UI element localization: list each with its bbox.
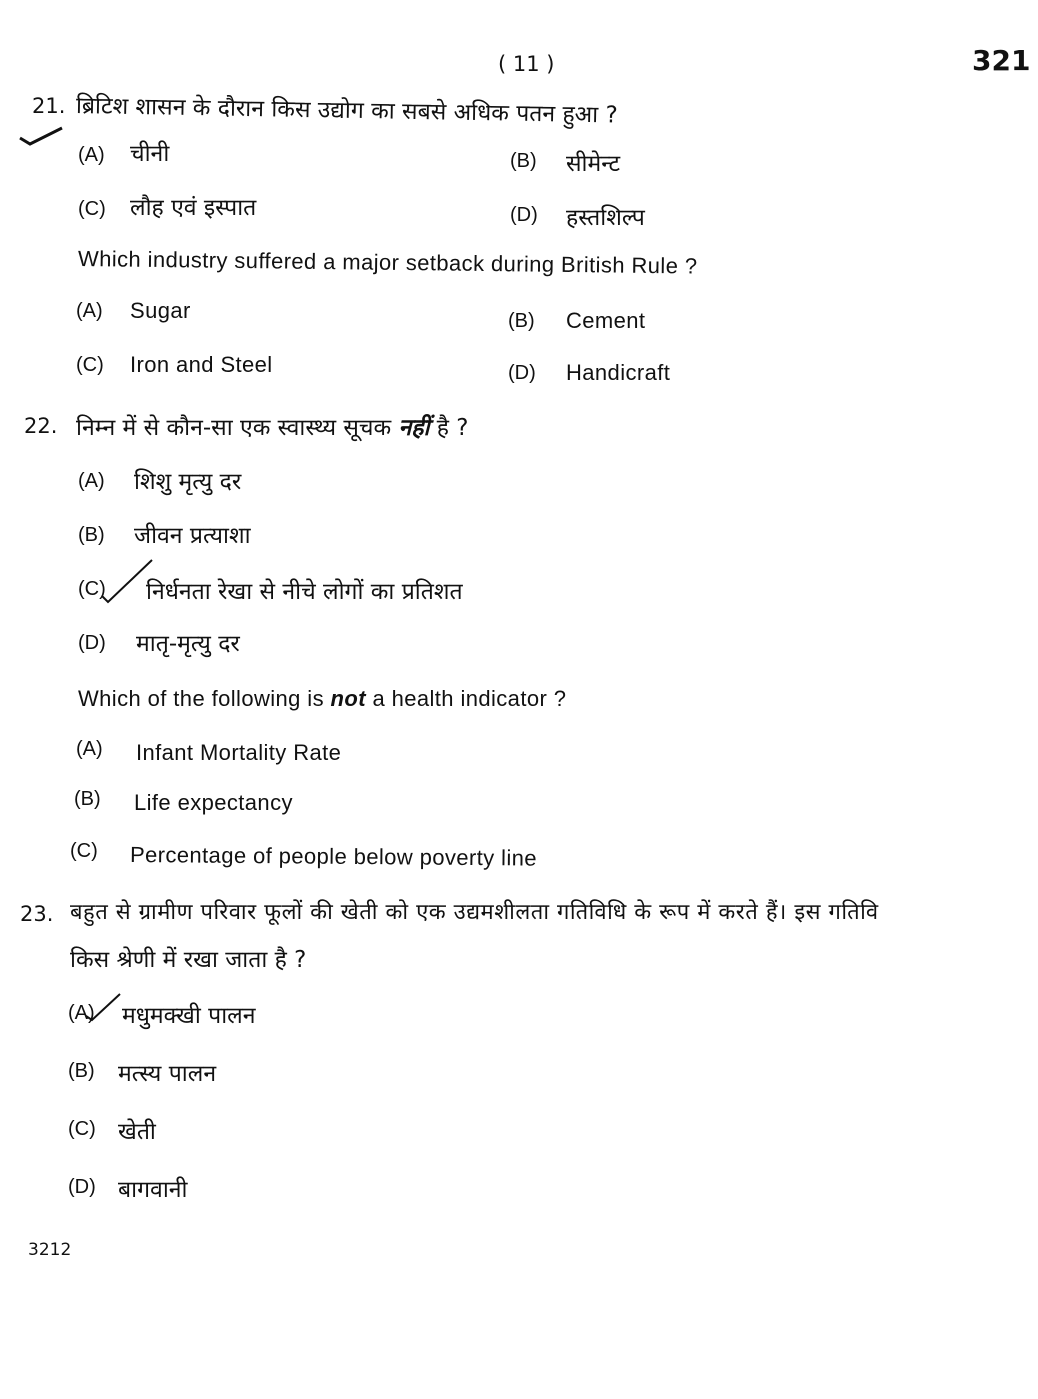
question-21-hindi: ब्रिटिश शासन के दौरान किस उद्योग का सबसे अधिक पतन हुआ ? [75, 93, 618, 129]
q22-en-post: a health indicator ? [372, 686, 567, 711]
q22-hi-option-b-label: (B) [78, 524, 105, 546]
q21-hi-option-c: लौह एवं इस्पात [130, 195, 257, 221]
q22-hi-option-c-label: (C) [78, 578, 106, 600]
q23-hi-option-b: मत्स्य पालन [118, 1061, 217, 1087]
checkmark-icon [84, 992, 124, 1022]
q21-hi-option-b: सीमेन्ट [566, 151, 621, 177]
q23-hi-option-c: खेती [118, 1119, 156, 1145]
q21-en-option-b-label: (B) [508, 310, 535, 332]
question-22-hindi [76, 410, 469, 442]
q23-hi-option-c-label: (C) [68, 1118, 96, 1140]
q23-hi-option-d: बागवानी [118, 1177, 188, 1203]
q23-hi-option-a-label: (A) [68, 1002, 95, 1024]
q21-en-option-c: Iron and Steel [130, 352, 273, 377]
q21-en-option-c-label: (C) [76, 354, 104, 376]
question-21-number: 21. [32, 94, 66, 118]
q21-en-option-b: Cement [566, 308, 646, 333]
footer-code: 3212 [28, 1240, 72, 1260]
checkmark-icon [18, 124, 64, 150]
q22-hi-option-a-label: (A) [78, 470, 105, 492]
page-number: ( 11 ) [498, 52, 555, 76]
paper-code: 321 [972, 44, 1031, 77]
question-22-english [78, 686, 566, 712]
q22-hi-emphasis: नहीं [398, 415, 430, 441]
q21-en-option-a: Sugar [130, 298, 191, 323]
q21-en-option-d-label: (D) [508, 362, 536, 384]
q21-hi-option-d: हस्तशिल्प [566, 205, 645, 231]
q22-en-option-a-label: (A) [76, 738, 103, 760]
q22-hi-option-a: शिशु मृत्यु दर [134, 469, 242, 495]
q22-en-option-c: Percentage of people below poverty line [129, 842, 538, 871]
question-22-number: 22. [24, 414, 58, 438]
question-23-hindi-line1: बहुत से ग्रामीण परिवार फूलों की खेती को एक उद्यमशीलता गतिविधि के रूप में करते हैं। इस गतिवि [70, 900, 879, 925]
q22-hi-post: है ? [436, 415, 469, 441]
question-23-number: 23. [20, 902, 54, 926]
q22-hi-pre: निम्न में से कौन-सा एक स्वास्थ्य सूचक [76, 415, 392, 441]
question-23-hindi-line2: किस श्रेणी में रखा जाता है ? [70, 947, 307, 973]
q22-hi-option-d: मातृ-मृत्यु दर [136, 631, 240, 657]
q21-hi-option-b-label: (B) [510, 150, 537, 172]
q21-hi-option-d-label: (D) [510, 204, 538, 226]
q22-en-option-b-label: (B) [74, 788, 101, 810]
q22-en-pre: Which of the following is [78, 686, 324, 711]
q22-en-emphasis: not [330, 686, 366, 711]
q23-hi-option-d-label: (D) [68, 1176, 96, 1198]
question-21-english: Which industry suffered a major setback during British Rule ? [77, 246, 698, 279]
q21-hi-option-c-label: (C) [78, 198, 106, 220]
q21-en-option-a-label: (A) [76, 300, 103, 322]
q21-hi-option-a-label: (A) [78, 144, 105, 166]
q22-en-option-a: Infant Mortality Rate [136, 740, 342, 765]
q22-hi-option-d-label: (D) [78, 632, 106, 654]
q22-en-option-c-label: (C) [70, 840, 98, 862]
q21-en-option-d: Handicraft [566, 360, 671, 385]
q22-hi-option-b: जीवन प्रत्याशा [134, 523, 251, 549]
q23-hi-option-a: मधुमक्खी पालन [122, 1003, 256, 1029]
q21-hi-option-a: चीनी [130, 141, 170, 167]
q22-hi-option-c: निर्धनता रेखा से नीचे लोगों का प्रतिशत [146, 579, 463, 605]
q23-hi-option-b-label: (B) [68, 1060, 95, 1082]
q22-en-option-b: Life expectancy [134, 790, 293, 815]
